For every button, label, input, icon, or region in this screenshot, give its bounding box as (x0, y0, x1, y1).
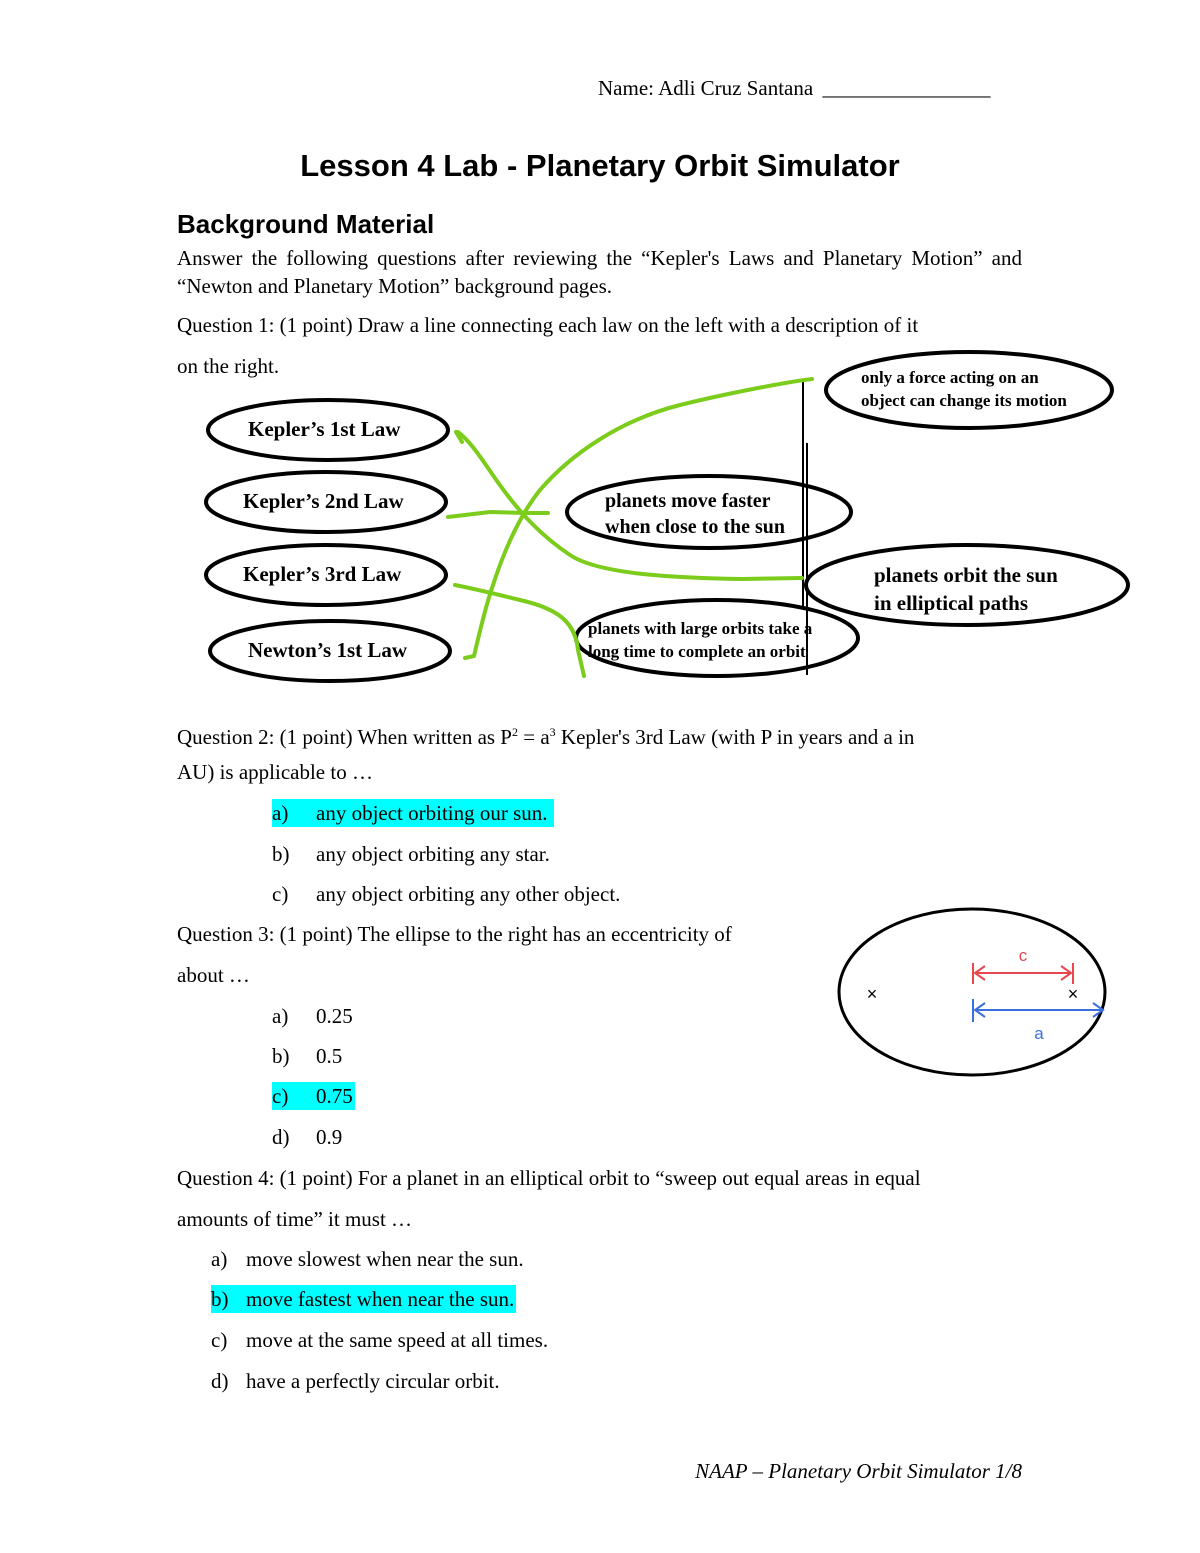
q2-option-a-label: a) (272, 801, 289, 825)
q4-prompt-line1: Question 4: (1 point) For a planet in an elliptical orbit to “sweep out equal areas in equal (177, 1166, 921, 1190)
q2-option-c[interactable] (272, 880, 620, 908)
q4-option-c[interactable] (211, 1326, 548, 1354)
q4-option-a-label: a) (211, 1247, 228, 1271)
q2-option-c-text: any object orbiting any other object. (316, 882, 621, 906)
law-kepler-2: Kepler’s 2nd Law (243, 489, 404, 513)
q3-option-d[interactable] (272, 1123, 342, 1151)
desc-faster-line1: planets move faster (605, 490, 771, 512)
q2-sup-2: 2 (512, 725, 518, 739)
eccentricity-ellipse-figure (830, 900, 1120, 1090)
law-newton-1: Newton’s 1st Law (248, 638, 408, 662)
q3-option-d-text: 0.9 (316, 1125, 343, 1149)
law-kepler-1: Kepler’s 1st Law (248, 417, 401, 441)
focus-right-marker: × (1067, 984, 1079, 1004)
name-underline: ________________ (822, 76, 991, 100)
desc-large-line1: planets with large orbits take a (588, 619, 813, 638)
q2-text-pre: Question 2: (1 point) When written as P (177, 725, 512, 749)
q3-option-b-label: b) (272, 1044, 290, 1068)
desc-elliptical-line1: planets orbit the sun (874, 563, 1058, 587)
q4-option-d[interactable] (211, 1367, 500, 1395)
q2-option-a-text: any object orbiting our sun. (316, 801, 548, 825)
q3-option-c-text: 0.75 (316, 1084, 353, 1108)
green-line-kepler2-to-faster (448, 512, 548, 517)
desc-large-line2: long time to complete an orbit (588, 642, 806, 661)
q4-option-a-text: move slowest when near the sun. (246, 1247, 524, 1271)
focus-left-marker: × (866, 984, 878, 1004)
q3-option-b-text: 0.5 (316, 1044, 343, 1068)
section-heading: Background Material (177, 209, 435, 239)
q2-prompt-line1 (177, 718, 914, 751)
q4-option-d-label: d) (211, 1369, 229, 1393)
q4-option-c-text: move at the same speed at all times. (246, 1328, 549, 1352)
page-title: Lesson 4 Lab - Planetary Orbit Simulator (300, 148, 900, 183)
q2-option-a[interactable] (272, 799, 554, 827)
intro-paragraph: Answer the following questions after reviewing the “Kepler's Laws and Planetary Motion” and “Newton and Planetary Motion” background pages. (177, 246, 1022, 298)
green-line-kepler3-to-large (455, 585, 584, 676)
q3-option-a-label: a) (272, 1004, 289, 1028)
q3-option-d-label: d) (272, 1125, 290, 1149)
q2-prompt-line2: AU) is applicable to … (177, 760, 373, 784)
q1-prompt-line1: Question 1: (1 point) Draw a line connecting each law on the left with a description of it (177, 313, 919, 337)
q4-prompt-line2: amounts of time” it must … (177, 1207, 413, 1231)
q3-prompt-line2: about … (177, 963, 250, 987)
q2-text-mid: = a (518, 725, 550, 749)
a-label: a (1034, 1024, 1044, 1043)
q3-prompt-line1: Question 3: (1 point) The ellipse to the right has an eccentricity of (177, 922, 732, 946)
q2-option-b[interactable] (272, 840, 550, 868)
q3-option-c-label: c) (272, 1084, 289, 1108)
q4-option-b[interactable] (211, 1285, 516, 1313)
desc-force-line2: object can change its motion (861, 391, 1067, 410)
student-name: Name: Adli Cruz Santana (598, 76, 814, 100)
q4-option-c-label: c) (211, 1328, 228, 1352)
desc-force-line1: only a force acting on an (861, 368, 1039, 387)
q2-option-b-label: b) (272, 842, 290, 866)
desc-faster-line2: when close to the sun (605, 516, 786, 538)
q4-option-a[interactable] (211, 1245, 524, 1273)
desc-elliptical-line2: in elliptical paths (874, 591, 1029, 615)
c-label: c (1018, 946, 1028, 965)
law-kepler-3: Kepler’s 3rd Law (243, 562, 402, 586)
q4-option-b-label: b) (211, 1287, 229, 1311)
q3-option-a-text: 0.25 (316, 1004, 353, 1028)
q3-option-b[interactable] (272, 1042, 342, 1070)
page-footer: NAAP – Planetary Orbit Simulator 1/8 (695, 1459, 1022, 1483)
q2-text-post: Kepler's 3rd Law (with P in years and a in (555, 725, 915, 749)
q3-option-a[interactable] (272, 1002, 353, 1030)
orbit-ellipse (839, 909, 1105, 1075)
q2-option-b-text: any object orbiting any star. (316, 842, 550, 866)
q1-prompt-line2: on the right. (177, 354, 280, 378)
q4-option-b-text: move fastest when near the sun. (246, 1287, 515, 1311)
q2-option-c-label: c) (272, 882, 289, 906)
q4-option-d-text: have a perfectly circular orbit. (246, 1369, 500, 1393)
q2-sup-3: 3 (549, 725, 556, 739)
q3-option-c[interactable] (272, 1082, 355, 1110)
